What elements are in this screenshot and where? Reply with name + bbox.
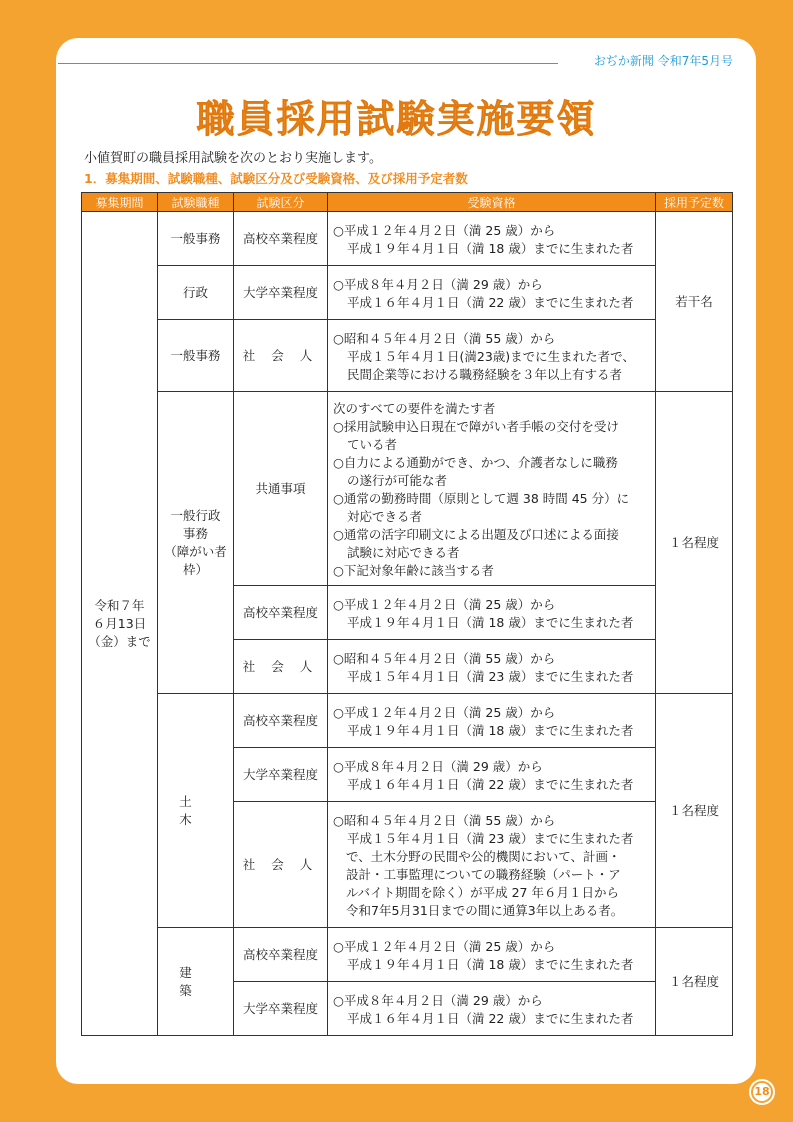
header-period: 募集期間 [82, 193, 158, 212]
qualification-cell: ○昭和４５年４月２日（満 55 歳）から 平成１５年４月１日（満 23 歳）までに生まれた者 で、土木分野の民間や公的機関において、計画・ 設計・工事監理についての職務経験（パート・ア ルバイト期間を除く）が平成 27 年６月１日から 令和7年5月31日までの間に通算3年以上ある者。 [328, 802, 656, 928]
job-cell: 土 木 [158, 694, 234, 928]
category-cell: 社 会 人 [234, 802, 328, 928]
category-cell: 大学卒業程度 [234, 982, 328, 1036]
table-header-row [82, 193, 733, 212]
page-title: 職員採用試験実施要領 [196, 97, 597, 141]
category-cell: 高校卒業程度 [234, 928, 328, 982]
publication-header: おぢか新聞 令和7年5月号 [593, 54, 733, 68]
category-cell: 共通事項 [234, 392, 328, 586]
table-row [82, 392, 733, 586]
category-cell: 高校卒業程度 [234, 212, 328, 266]
qualification-cell: ○昭和４５年４月２日（満 55 歳）から 平成１５年４月１日（満 23 歳）までに生まれた者 [328, 640, 656, 694]
job-cell: 一般事務 [158, 320, 234, 392]
table-row [82, 694, 733, 748]
qualification-cell: 次のすべての要件を満たす者 ○採用試験申込日現在で障がい者手帳の交付を受け ている者 ○自力による通勤ができ、かつ、介護者なしに職務 の遂行が可能な者 ○通常の勤務時間（原則として週 38 時間 45 分）に 対応できる者 ○通常の活字印刷文による出題及び口述による面接 試験に対応できる者 ○下記対象年齢に該当する者 [328, 392, 656, 586]
exam-table [81, 192, 733, 1036]
qualification-cell: ○平成１２年４月２日（満 25 歳）から 平成１９年４月１日（満 18 歳）までに生まれた者 [328, 928, 656, 982]
qualification-cell: ○平成８年４月２日（満 29 歳）から 平成１６年４月１日（満 22 歳）までに生まれた者 [328, 748, 656, 802]
table-row [82, 266, 733, 320]
table-row [82, 212, 733, 266]
section-heading: 1．募集期間、試験職種、試験区分及び受験資格、及び採用予定者数 [84, 171, 468, 186]
header-rule [58, 63, 558, 64]
qualification-cell: ○平成８年４月２日（満 29 歳）から 平成１６年４月１日（満 22 歳）までに生まれた者 [328, 266, 656, 320]
page-number: 18 [751, 1081, 773, 1103]
qualification-cell: ○平成１２年４月２日（満 25 歳）から 平成１９年４月１日（満 18 歳）までに生まれた者 [328, 694, 656, 748]
category-cell: 大学卒業程度 [234, 748, 328, 802]
intro-text: 小値賀町の職員採用試験を次のとおり実施します。 [84, 151, 382, 166]
header-count: 採用予定数 [656, 193, 733, 212]
count-cell: １名程度 [656, 694, 733, 928]
category-cell: 高校卒業程度 [234, 694, 328, 748]
count-cell: 若干名 [656, 212, 733, 392]
recruitment-period: 令和７年 ６月13日 （金）まで [82, 212, 158, 1036]
qualification-cell: ○平成１２年４月２日（満 25 歳）から 平成１９年４月１日（満 18 歳）までに生まれた者 [328, 212, 656, 266]
job-cell: 建 築 [158, 928, 234, 1036]
job-cell: 一般行政 事務 （障がい者枠） [158, 392, 234, 694]
job-cell: 行政 [158, 266, 234, 320]
job-cell: 一般事務 [158, 212, 234, 266]
category-cell: 社 会 人 [234, 320, 328, 392]
qualification-cell: ○平成８年４月２日（満 29 歳）から 平成１６年４月１日（満 22 歳）までに生まれた者 [328, 982, 656, 1036]
table-row [82, 320, 733, 392]
count-cell: １名程度 [656, 392, 733, 694]
header-qualification: 受験資格 [328, 193, 656, 212]
header-job: 試験職種 [158, 193, 234, 212]
category-cell: 大学卒業程度 [234, 266, 328, 320]
category-cell: 高校卒業程度 [234, 586, 328, 640]
table-row [82, 928, 733, 982]
qualification-cell: ○平成１２年４月２日（満 25 歳）から 平成１９年４月１日（満 18 歳）までに生まれた者 [328, 586, 656, 640]
header-category: 試験区分 [234, 193, 328, 212]
category-cell: 社 会 人 [234, 640, 328, 694]
count-cell: １名程度 [656, 928, 733, 1036]
qualification-cell: ○昭和４５年４月２日（満 55 歳）から 平成１５年４月１日(満23歳)までに生まれた者で、 民間企業等における職務経験を３年以上有する者 [328, 320, 656, 392]
